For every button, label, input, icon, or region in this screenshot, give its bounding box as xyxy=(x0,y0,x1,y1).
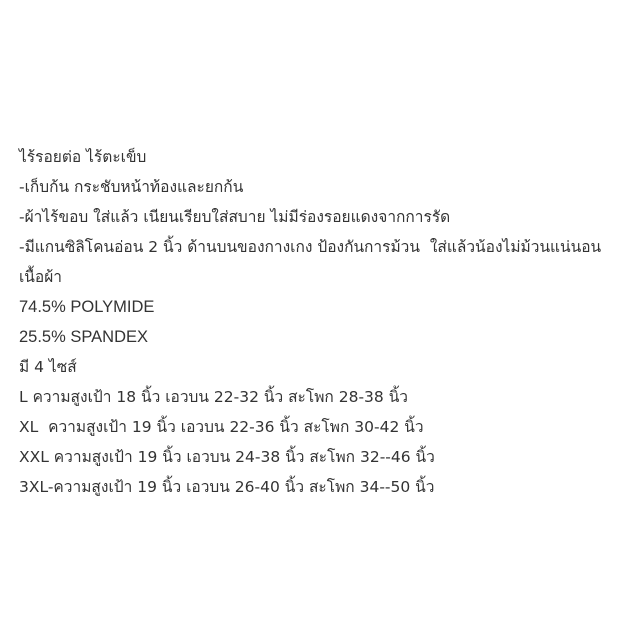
fabric-heading: เนื้อผ้า xyxy=(19,268,62,286)
feature-silicone-band-line: -มีแกนซิลิโคนอ่อน 2 นิ้ว ด้านบนของกางเกง ป้องกันการม้วน ใส่แล้วน้องไม่ม้วนแน่นอน xyxy=(19,238,602,256)
fabric-spandex-line: 25.5% SPANDEX xyxy=(19,328,149,346)
size-3xl-line: 3XL-ความสูงเป้า 19 นิ้ว เอวบน 26-40 นิ้ว สะโพก 34--50 นิ้ว xyxy=(19,478,435,496)
feature-no-waistband-line: -ผ้าไร้ขอบ ใส่แล้ว เนียนเรียบใส่สบาย ไม่มีร่องรอยแดงจากการรัด xyxy=(19,208,451,226)
fabric-polyamide-line: 74.5% POLYMIDE xyxy=(19,298,155,316)
feature-seamless-line: ไร้รอยต่อ ไร้ตะเข็บ xyxy=(19,148,147,166)
size-xxl-line: XXL ความสูงเป้า 19 นิ้ว เอวบน 24-38 นิ้ว สะโพก 32--46 นิ้ว xyxy=(19,448,435,466)
size-l-line: L ความสูงเป้า 18 นิ้ว เอวบน 22-32 นิ้ว สะโพก 28-38 นิ้ว xyxy=(19,388,408,406)
size-count-line: มี 4 ไซส์ xyxy=(19,358,77,376)
product-description xyxy=(19,142,634,502)
feature-shaping-line: -เก็บก้น กระชับหน้าท้องและยกก้น xyxy=(19,178,244,196)
size-xl-line: XL ความสูงเป้า 19 นิ้ว เอวบน 22-36 นิ้ว สะโพก 30-42 นิ้ว xyxy=(19,418,424,436)
